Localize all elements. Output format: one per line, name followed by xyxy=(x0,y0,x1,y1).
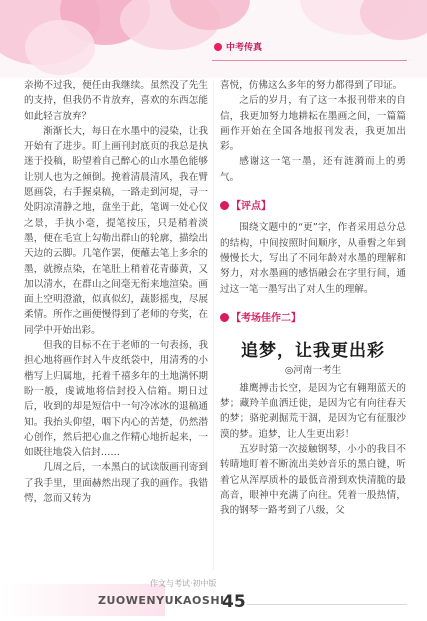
section-tag: 中考传真 xyxy=(212,40,268,56)
essay-author: ◎河南一考生 xyxy=(284,365,342,377)
publication-name: 作文与考试·初中版 xyxy=(150,579,217,588)
column-divider xyxy=(213,82,214,570)
paragraph: 亲拗不过我，便任由我继续。虽然没了先生的支持，但我仍不肯放弃，喜欢的东西怎能如此轻言放弃？ xyxy=(24,80,208,122)
paragraph: 喜悦，仿佛这么多年的努力都得到了印证。 xyxy=(220,80,403,91)
floral-header-decoration xyxy=(0,0,427,78)
paragraph: 几周之后，一本黑白的试读版画刊寄到了我手里，里面赫然出现了我的画作。我错愕，忽而又转为 xyxy=(24,462,208,505)
comment-paragraph: 围绕文题中的“更”字，作者采用总分总的结构，中间按照时间顺序，从垂髫之年到慢慢长大，写出了不同年龄对水墨的理解和努力，对水墨画的感悟融会在字里行间，通过这一笔一墨写出了对人生的理解。 xyxy=(220,222,406,295)
paragraph: 五岁时第一次接触钢琴，小小的我目不转睛地盯着不断流出美妙音乐的黑白键，听着它从浑厚质朴的最低音滑到欢快清脆的最高音，眼神中充满了向往。凭着一股热情，我的钢琴一路考到了八级，父 xyxy=(220,443,406,517)
comment-heading xyxy=(220,199,406,214)
page-footer xyxy=(0,576,427,621)
section-marker-icon xyxy=(220,201,229,210)
paragraph: 渐渐长大，每日在水墨中的浸染，让我开始有了进步。盯上画刊封底页的我总是执迷于投稿，盼望着自己醉心的山水墨色能够让别人也为之倾倒。挽着清晨清风，我在臂愿画袋，右手握桌稿，一路走到河堤，寻一处阴凉清静之地，盘坐于此，笔调一处心仪之景，手执小毫，提笔按压，只是稍着淡墨，便在毛宣上勾勒出群山的轮廓，描绘出天边的云脚。几笔作罢，便蘸去笔上多余的墨，就擦点染，在笔肚上稍着花青藤黄，又加以清水，在群山之间毫无衔来地渲染。画面上空明澄澈，似真似幻，蔬影摇曳，尽展柔情。所作之画便慢得到了老师的夸奖，在同学中开始出彩。 xyxy=(24,125,208,336)
paragraph: 之后的岁月，有了这一本报刊带来的自信，我更加努力地耕耘在墨画之间，一篇篇画作开始在全国各地报刊发表，我更加出彩。 xyxy=(220,95,406,153)
right-column xyxy=(220,78,406,518)
header-rule xyxy=(212,60,407,61)
section-marker-icon xyxy=(220,313,229,322)
paragraph: 感谢这一笔一墨，还有涟漪而上的勇气。 xyxy=(220,156,406,183)
comment-label: 【评点】 xyxy=(231,201,271,213)
page-number: 45 xyxy=(222,592,246,612)
paragraph: 雄鹰搏击长空，是因为它有翱翔蓝天的梦；藏羚羊血洒迁徙，是因为它有向往春天的梦；骆驼剥掘荒干涸，是因为它有征服沙漠的梦。追梦，让人生更出彩！ xyxy=(220,382,406,440)
essay-title: 追梦，让我更出彩 xyxy=(241,341,385,362)
footer-rule xyxy=(247,604,407,605)
left-column xyxy=(24,78,208,506)
example-heading xyxy=(220,311,406,326)
paragraph: 但我的目标不在于老师的一句表扬，我担心地将画作封入牛皮纸袋中，用清秀的小楷写上归属地，托着千禧多年的土地满怀期盼一般，虔诚地将信封投入信箱。期日过后，收到的却是短信中一句冷冰冰的退稿通知。我抬头仰望，咽下内心的苦楚，仍然潜心创作，然后把心血之作精心地折起来，一如既往地袋入信封…… xyxy=(24,340,208,459)
brand-wordmark: ZUOWENYUKAOSHI xyxy=(98,594,225,607)
example-label: 【考场佳作二】 xyxy=(231,312,301,324)
